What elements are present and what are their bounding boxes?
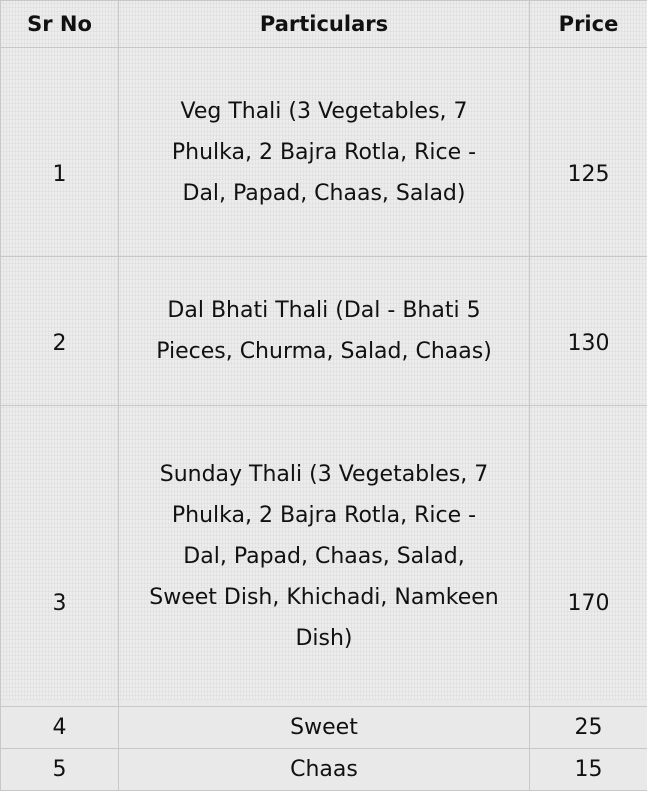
price-cell: 15: [530, 749, 647, 791]
particulars-cell: Veg Thali (3 Vegetables, 7 Phulka, 2 Bajra Rotla, Rice - Dal, Papad, Chaas, Salad): [119, 48, 530, 257]
price-cell: 130: [530, 257, 647, 406]
header-particulars: Particulars: [119, 1, 530, 48]
price-cell: 170: [530, 406, 647, 707]
particulars-cell: Sunday Thali (3 Vegetables, 7 Phulka, 2 Bajra Rotla, Rice - Dal, Papad, Chaas, Salad, Sweet Dish, Khichadi, Namkeen Dish): [119, 406, 530, 707]
sr-no-cell: 4: [1, 707, 119, 749]
particulars-cell: Chaas: [119, 749, 530, 791]
header-sr-no: Sr No: [1, 1, 119, 48]
table-row: [1, 707, 647, 749]
particulars-cell: Dal Bhati Thali (Dal - Bhati 5 Pieces, Churma, Salad, Chaas): [119, 257, 530, 406]
sr-no-cell: 5: [1, 749, 119, 791]
sr-no-cell: 2: [1, 257, 119, 406]
sr-no-cell: 3: [1, 406, 119, 707]
header-price: Price: [530, 1, 647, 48]
table-row: [1, 749, 647, 791]
sr-no-cell: 1: [1, 48, 119, 257]
price-cell: 125: [530, 48, 647, 257]
price-cell: 25: [530, 707, 647, 749]
table-row: [1, 406, 647, 707]
header-row: [1, 1, 647, 48]
particulars-cell: Sweet: [119, 707, 530, 749]
table-row: [1, 257, 647, 406]
table-row: [1, 48, 647, 257]
